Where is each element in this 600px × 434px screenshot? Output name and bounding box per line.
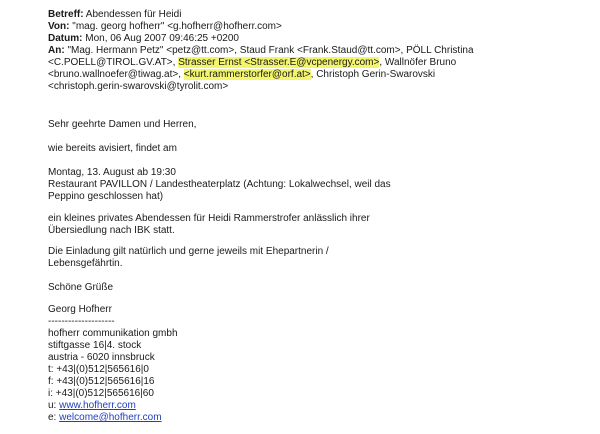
intro-text: wie bereits avisiert, findet am xyxy=(48,143,177,154)
signature-phone: t: +43|(0)512|565616|0 xyxy=(48,364,149,375)
signature-company: hofherr communikation gmbh xyxy=(48,328,178,339)
to-row-2 xyxy=(48,57,456,69)
subject-label: Betreff: xyxy=(48,9,84,20)
venue-line-1: Restaurant PAVILLON / Landestheaterplatz (Achtung: Lokalwechsel, weil das xyxy=(48,179,391,190)
signature-street: stiftgasse 16|4. stock xyxy=(48,340,142,351)
purpose-line-1: ein kleines privates Abendessen für Heidi Rammerstrofer anlässlich ihrer xyxy=(48,213,370,224)
website-link[interactable]: www.hofherr.com xyxy=(59,400,136,411)
event-date: Montag, 13. August ab 19:30 xyxy=(48,167,176,178)
signature-isdn: i: +43|(0)512|565616|60 xyxy=(48,388,154,399)
signature-city: austria - 6020 innsbruck xyxy=(48,352,155,363)
to-recipients-2: <C.POELL@TIROL.GV.AT>, xyxy=(48,57,176,68)
date-row xyxy=(48,33,239,45)
date-value: Mon, 06 Aug 2007 09:46:25 +0200 xyxy=(85,33,239,44)
to-recipients-3b: , Christoph Gerin-Swarovski xyxy=(310,69,436,80)
to-recipients-1: "Mag. Hermann Petz" <petz@tt.com>, Staud Frank <Frank.Staud@tt.com>, PÖLL Christina xyxy=(67,45,474,56)
subject-value: Abendessen für Heidi xyxy=(85,9,182,20)
to-row-3 xyxy=(48,69,435,81)
salutation: Sehr geehrte Damen und Herren, xyxy=(48,119,197,130)
to-row-4 xyxy=(48,81,228,93)
web-label: u: xyxy=(48,400,57,411)
highlighted-recipient-strasser: Strasser Ernst <Strasser.E@vcpenergy.com> xyxy=(178,57,380,68)
to-row-1 xyxy=(48,45,474,57)
email-label: e: xyxy=(48,412,57,423)
from-label: Von: xyxy=(48,21,70,32)
sender-name: Georg Hofherr xyxy=(48,304,112,315)
venue-line-2: Peppino geschlossen hat) xyxy=(48,191,164,202)
to-recipients-2b: , Wallnöfer Bruno xyxy=(379,57,457,68)
closing: Schöne Grüße xyxy=(48,282,114,293)
date-label: Datum: xyxy=(48,33,83,44)
to-recipients-3: <bruno.wallnoefer@tiwag.at>, xyxy=(48,69,182,80)
signature-email-row xyxy=(48,412,162,424)
subject-row xyxy=(48,9,181,21)
from-row xyxy=(48,21,282,33)
to-label: An: xyxy=(48,45,65,56)
invite-line-2: Lebensgefährtin. xyxy=(48,258,123,269)
signature-separator: -------------------- xyxy=(48,316,115,327)
signature-fax: f: +43|(0)512|565616|16 xyxy=(48,376,155,387)
to-recipients-4: <christoph.gerin-swarovski@tyrolit.com> xyxy=(48,81,229,92)
from-value: "mag. georg hofherr" <g.hofherr@hofherr.com> xyxy=(72,21,282,32)
purpose-line-2: Übersiedlung nach IBK statt. xyxy=(48,225,175,236)
email-link[interactable]: welcome@hofherr.com xyxy=(59,412,162,423)
invite-line-1: Die Einladung gilt natürlich und gerne jeweils mit Ehepartnerin / xyxy=(48,246,329,257)
signature-web-row xyxy=(48,400,136,412)
highlighted-recipient-rammerstorfer: <kurt.rammerstorfer@orf.at> xyxy=(183,69,311,80)
